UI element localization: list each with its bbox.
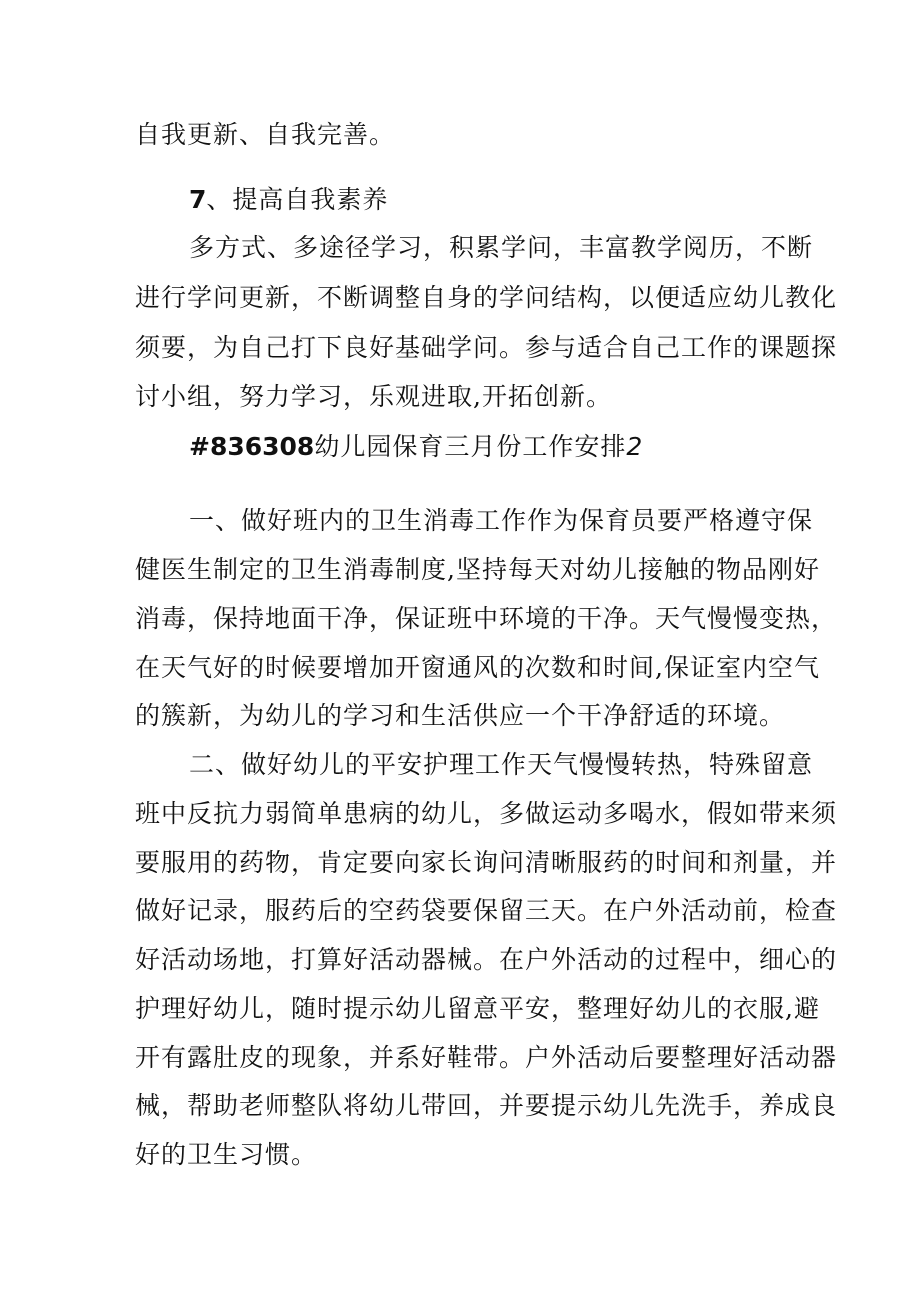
heading-title: 幼儿园保育三月份工作安排: [314, 432, 627, 461]
section-7-title: 、提高自我素养: [206, 185, 389, 214]
section-7-heading: [189, 187, 388, 212]
part-2-line: 要服用的药物，肯定要向家长询问清晰服药的时间和剂量，并: [135, 848, 838, 877]
part-1-line: 的簇新，为幼儿的学习和生活供应一个干净舒适的环境。: [135, 701, 786, 730]
part-2-line: 班中反抗力弱简单患病的幼儿，多做运动多喝水，假如带来须: [135, 799, 838, 828]
section-7-line: 讨小组，努力学习，乐观进取,开拓创新。: [135, 382, 612, 411]
section-7-line: 多方式、多途径学习，积累学问，丰富教学阅历，不断: [189, 233, 814, 262]
section-7-line: 进行学问更新，不断调整自身的学问结构，以便适应幼儿教化: [135, 283, 838, 312]
section-7-number: 7: [189, 185, 207, 214]
part-2-line: 二、做好幼儿的平安护理工作天气慢慢转热，特殊留意: [189, 750, 814, 779]
part-2-line: 好的卫生习惯。: [135, 1140, 318, 1169]
part-1-line: 消毒，保持地面干净，保证班中环境的干净。天气慢慢变热，: [135, 604, 838, 633]
part-2-line: 做好记录，服药后的空药袋要保留三天。在户外活动前，检查: [135, 896, 838, 925]
part-2-line: 好活动场地，打算好活动器械。在户外活动的过程中，细心的: [135, 945, 838, 974]
section-heading-2: [189, 434, 643, 459]
part-2-line: 护理好幼儿，随时提示幼儿留意平安，整理好幼儿的衣服,避: [135, 994, 820, 1023]
part-1-line: 一、做好班内的卫生消毒工作作为保育员要严格遵守保: [189, 506, 814, 535]
part-2-line: 开有露肚皮的现象，并系好鞋带。户外活动后要整理好活动器: [135, 1043, 838, 1072]
heading-suffix: 2: [626, 432, 644, 461]
intro-line: 自我更新、自我完善。: [135, 120, 396, 149]
heading-code: #836308: [189, 432, 315, 461]
part-1-line: 在天气好的时候要增加开窗通风的次数和时间,保证室内空气: [135, 653, 820, 682]
part-1-line: 健医生制定的卫生消毒制度,坚持每天对幼儿接触的物品刚好: [135, 555, 820, 584]
section-7-line: 须要，为自己打下良好基础学问。参与适合自己工作的课题探: [135, 333, 838, 362]
part-2-line: 械，帮助老师整队将幼儿带回，并要提示幼儿先洗手，养成良: [135, 1091, 838, 1120]
